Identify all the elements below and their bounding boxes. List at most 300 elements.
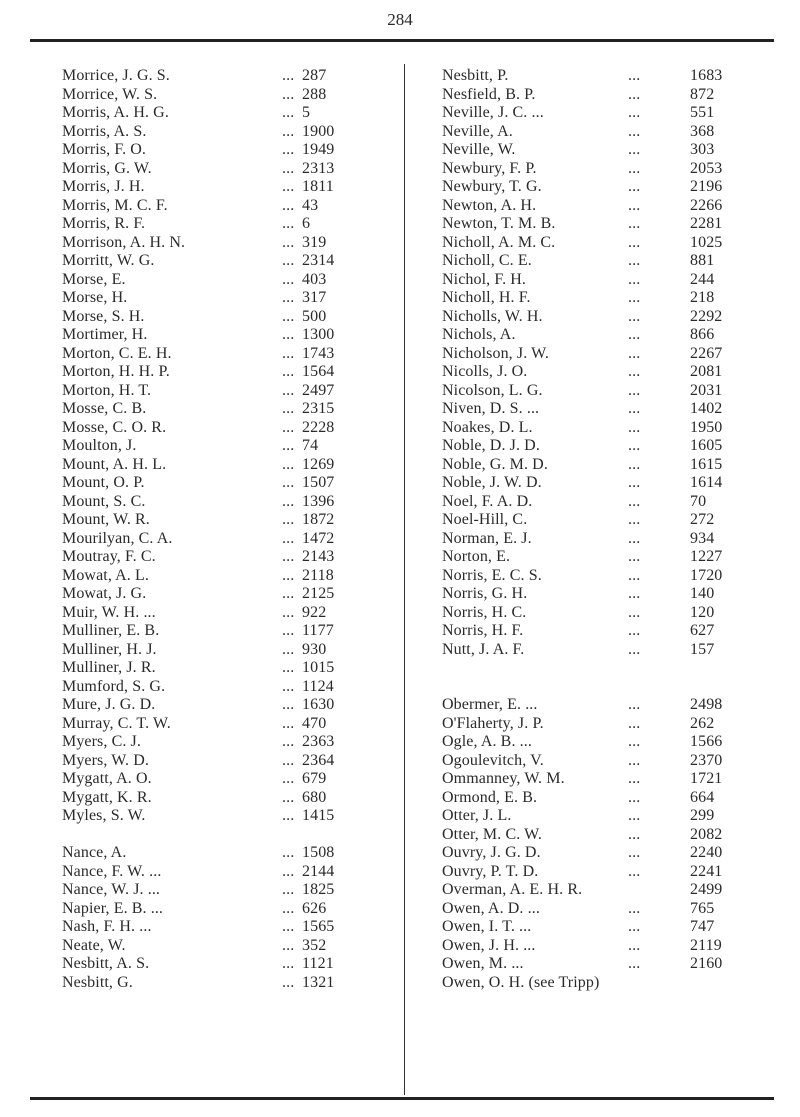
index-entry [62, 86, 392, 105]
entry-page-number: 1811 [302, 178, 334, 195]
entry-page-number: 1415 [302, 807, 335, 824]
entry-leader: ... [628, 807, 641, 824]
entry-page-number: 1720 [690, 566, 723, 584]
entry-page-number: 317 [302, 289, 327, 306]
entry-name: Mygatt, K. R. [62, 788, 152, 806]
index-entry [442, 789, 748, 808]
entry-leader: ... [628, 918, 641, 935]
index-entry [442, 474, 748, 493]
entry-page-number: 303 [690, 141, 715, 158]
entry-leader: ... [628, 548, 641, 565]
entry-name: Nichol, F. H. [442, 270, 527, 288]
entry-name: Mount, W. R. [62, 511, 150, 528]
entry-name: Nicolls, J. O. [442, 363, 528, 380]
index-entry [442, 382, 748, 401]
entry-page-number: 747 [690, 918, 715, 935]
entry-name: Owen, M. ... [442, 955, 524, 972]
entry-leader: ... [282, 437, 295, 454]
entry-page-number: 244 [690, 270, 715, 288]
entry-page-number: 218 [690, 289, 715, 306]
entry-page-number: 1825 [302, 881, 335, 898]
entry-page-number: 1950 [690, 418, 723, 436]
index-entry [62, 474, 392, 493]
entry-leader: ... [282, 270, 295, 288]
entry-name: Morse, S. H. [62, 307, 145, 325]
entry-name: Overman, A. E. H. R. [442, 881, 583, 898]
entry-page-number: 2267 [690, 344, 723, 362]
entry-page-number: 866 [690, 326, 715, 343]
entry-name: Noble, G. M. D. [442, 455, 548, 473]
entry-name: Owen, O. H. (see Tripp) [442, 973, 600, 991]
index-entry [442, 511, 748, 530]
entry-page-number: 1743 [302, 344, 335, 362]
index-entry [442, 252, 748, 271]
entry-page-number: 922 [302, 603, 327, 621]
entry-leader: ... [282, 714, 295, 732]
entry-leader: ... [282, 936, 295, 954]
column-divider [404, 64, 405, 1095]
entry-name: Nichols, A. [442, 326, 516, 343]
entry-name: Newton, T. M. B. [442, 215, 556, 232]
entry-leader: ... [628, 196, 641, 214]
entry-page-number: 319 [302, 233, 327, 251]
entry-leader: ... [628, 751, 641, 769]
entry-name: Myers, W. D. [62, 751, 149, 769]
entry-name: Morton, C. E. H. [62, 344, 172, 362]
index-entry [62, 234, 392, 253]
entry-page-number: 2241 [690, 862, 723, 880]
index-entry [62, 419, 392, 438]
entry-leader: ... [282, 696, 295, 713]
index-entry [62, 752, 392, 771]
entry-name: Neate, W. [62, 936, 126, 954]
entry-page-number: 272 [690, 511, 715, 528]
entry-name: Myles, S. W. [62, 807, 146, 824]
index-entry [62, 511, 392, 530]
entry-page-number: 299 [690, 807, 715, 824]
index-entry [442, 715, 748, 734]
entry-name: Mowat, A. L. [62, 566, 149, 584]
entry-name: Morris, A. H. G. [62, 104, 169, 121]
index-column-right [442, 67, 748, 992]
entry-page-number: 1721 [690, 770, 723, 787]
entry-leader: ... [628, 141, 641, 158]
entry-page-number: 2497 [302, 381, 335, 399]
entry-name: Noel-Hill, C. [442, 511, 528, 528]
entry-page-number: 1300 [302, 326, 335, 343]
index-entry [442, 530, 748, 549]
entry-name: Myers, C. J. [62, 733, 141, 750]
index-entry [442, 289, 748, 308]
entry-name: Morris, A. S. [62, 122, 147, 140]
entry-leader: ... [282, 529, 295, 547]
entry-page-number: 1605 [690, 437, 723, 454]
entry-page-number: 1564 [302, 363, 335, 380]
index-entry [442, 937, 748, 956]
entry-name: Morris, F. O. [62, 141, 147, 158]
entry-page-number: 43 [302, 196, 319, 214]
entry-leader: ... [628, 566, 641, 584]
entry-leader: ... [282, 252, 295, 269]
entry-name: Mumford, S. G. [62, 677, 166, 695]
entry-name: Nicholl, C. E. [442, 252, 532, 269]
index-entry [442, 197, 748, 216]
index-entry [62, 622, 392, 641]
entry-name: Mulliner, E. B. [62, 622, 160, 639]
index-entry [62, 141, 392, 160]
index-entry [442, 67, 748, 86]
entry-page-number: 664 [690, 788, 715, 806]
index-entry [62, 826, 392, 845]
entry-page-number: 2144 [302, 862, 335, 880]
entry-leader: ... [282, 511, 295, 528]
index-entry [442, 733, 748, 752]
entry-leader: ... [628, 640, 641, 658]
index-entry [62, 160, 392, 179]
entry-leader: ... [628, 622, 641, 639]
index-entry [62, 308, 392, 327]
entry-name: Murray, C. T. W. [62, 714, 171, 732]
entry-leader: ... [282, 67, 295, 84]
entry-name: Owen, A. D. ... [442, 899, 540, 917]
entry-name: Morrison, A. H. N. [62, 233, 186, 251]
entry-leader: ... [628, 788, 641, 806]
entry-leader: ... [628, 437, 641, 454]
entry-page-number: 157 [690, 640, 715, 658]
index-entry [442, 863, 748, 882]
index-entry [442, 419, 748, 438]
entry-page-number: 2281 [690, 215, 723, 232]
entry-leader: ... [282, 640, 295, 658]
entry-name: Morris, R. F. [62, 215, 146, 232]
entry-page-number: 2228 [302, 418, 335, 436]
entry-page-number: 1177 [302, 622, 334, 639]
entry-page-number: 2499 [690, 881, 723, 898]
entry-page-number: 626 [302, 899, 327, 917]
entry-leader: ... [628, 344, 641, 362]
entry-leader: ... [628, 122, 641, 140]
index-entry [62, 604, 392, 623]
entry-leader: ... [282, 659, 295, 676]
entry-leader: ... [282, 400, 295, 417]
index-entry [442, 826, 748, 845]
index-entry [442, 900, 748, 919]
entry-page-number: 1015 [302, 659, 335, 676]
index-entry [62, 863, 392, 882]
entry-leader: ... [628, 418, 641, 436]
entry-page-number: 2292 [690, 307, 723, 325]
entry-name: Neville, J. C. ... [442, 104, 544, 121]
entry-page-number: 2031 [690, 381, 723, 399]
index-entry [442, 641, 748, 660]
entry-leader: ... [628, 252, 641, 269]
entry-page-number: 2053 [690, 159, 723, 177]
index-entry [62, 696, 392, 715]
entry-page-number: 765 [690, 899, 715, 917]
entry-leader: ... [282, 492, 295, 510]
entry-name: Mulliner, J. R. [62, 659, 156, 676]
entry-name: Mygatt, A. O. [62, 770, 152, 787]
entry-page-number: 74 [302, 437, 319, 454]
index-entry [442, 844, 748, 863]
entry-name: Ogle, A. B. ... [442, 733, 532, 750]
entry-page-number: 1872 [302, 511, 335, 528]
entry-leader: ... [628, 215, 641, 232]
entry-page-number: 1683 [690, 67, 723, 84]
entry-leader: ... [282, 862, 295, 880]
entry-name: Otter, J. L. [442, 807, 512, 824]
index-entry [62, 807, 392, 826]
entry-leader: ... [628, 474, 641, 491]
entry-name: Nicholl, H. F. [442, 289, 531, 306]
entry-leader: ... [628, 733, 641, 750]
entry-page-number: 1121 [302, 955, 334, 972]
index-entry [62, 900, 392, 919]
entry-name: Nesfield, B. P. [442, 85, 536, 103]
entry-page-number: 2314 [302, 252, 335, 269]
entry-page-number: 1124 [302, 677, 334, 695]
entry-name: Nesbitt, P. [442, 67, 509, 84]
index-entry [62, 178, 392, 197]
index-entry [62, 326, 392, 345]
entry-leader: ... [282, 141, 295, 158]
entry-leader: ... [628, 455, 641, 473]
entry-name: Newbury, F. P. [442, 159, 537, 177]
index-entry [442, 400, 748, 419]
entry-page-number: 140 [690, 585, 715, 602]
index-entry [442, 567, 748, 586]
entry-name: Mowat, J. G. [62, 585, 147, 602]
entry-name: Ormond, E. B. [442, 788, 538, 806]
entry-page-number: 1630 [302, 696, 335, 713]
index-entry [62, 104, 392, 123]
entry-name: Morrice, J. G. S. [62, 67, 170, 84]
entry-page-number: 627 [690, 622, 715, 639]
entry-name: Morse, E. [62, 270, 126, 288]
entry-leader: ... [282, 770, 295, 787]
entry-leader: ... [282, 326, 295, 343]
entry-page-number: 2266 [690, 196, 723, 214]
entry-name: Noble, D. J. D. [442, 437, 540, 454]
entry-leader: ... [282, 196, 295, 214]
index-entry [62, 567, 392, 586]
index-entry [62, 215, 392, 234]
entry-leader: ... [282, 455, 295, 473]
entry-page-number: 2125 [302, 585, 335, 602]
index-entry [62, 437, 392, 456]
entry-name: Morris, J. H. [62, 178, 145, 195]
entry-name: Morritt, W. G. [62, 252, 155, 269]
index-entry [442, 622, 748, 641]
entry-name: Muir, W. H. ... [62, 603, 156, 621]
entry-leader: ... [282, 85, 295, 103]
entry-name: Norton, E. [442, 548, 511, 565]
entry-leader: ... [628, 326, 641, 343]
entry-name: Napier, E. B. ... [62, 899, 164, 917]
entry-name: Norris, H. F. [442, 622, 524, 639]
entry-name: Norris, E. C. S. [442, 566, 542, 584]
entry-leader: ... [282, 122, 295, 140]
entry-leader: ... [282, 548, 295, 565]
entry-leader: ... [282, 307, 295, 325]
entry-page-number: 1402 [690, 400, 723, 417]
entry-name: Niven, D. S. ... [442, 400, 540, 417]
entry-name: Mosse, C. O. R. [62, 418, 167, 436]
entry-page-number: 2160 [690, 955, 723, 972]
entry-name: Morse, H. [62, 289, 128, 306]
entry-name: Neville, W. [442, 141, 516, 158]
entry-name: Mulliner, H. J. [62, 640, 157, 658]
entry-page-number: 2119 [690, 936, 722, 954]
entry-leader: ... [628, 844, 641, 861]
entry-leader: ... [628, 862, 641, 880]
entry-page-number: 934 [690, 529, 715, 547]
index-entry [62, 733, 392, 752]
entry-page-number: 2118 [302, 566, 334, 584]
index-entry [62, 530, 392, 549]
entry-page-number: 679 [302, 770, 327, 787]
entry-name: Norris, G. H. [442, 585, 528, 602]
entry-page-number: 1507 [302, 474, 335, 491]
index-entry [62, 881, 392, 900]
entry-leader: ... [282, 899, 295, 917]
index-entry [62, 493, 392, 512]
entry-leader: ... [628, 233, 641, 251]
entry-page-number: 403 [302, 270, 327, 288]
entry-page-number: 2313 [302, 159, 335, 177]
entry-page-number: 470 [302, 714, 327, 732]
entry-name: Nash, F. H. ... [62, 918, 152, 935]
entry-page-number: 1614 [690, 474, 723, 491]
entry-page-number: 1025 [690, 233, 723, 251]
entry-page-number: 70 [690, 492, 707, 510]
entry-leader: ... [628, 770, 641, 787]
entry-leader: ... [282, 603, 295, 621]
entry-page-number: 2370 [690, 751, 723, 769]
index-entry [62, 918, 392, 937]
entry-leader: ... [282, 474, 295, 491]
entry-name: Owen, J. H. ... [442, 936, 536, 954]
entry-name: Obermer, E. ... [442, 696, 538, 713]
index-entry [442, 234, 748, 253]
index-entry [442, 974, 748, 993]
index-entry [442, 548, 748, 567]
page-number: 284 [387, 10, 413, 29]
entry-name: Nicolson, L. G. [442, 381, 543, 399]
entry-page-number: 2143 [302, 548, 335, 565]
index-entry [62, 955, 392, 974]
index-entry [442, 104, 748, 123]
entry-page-number: 1396 [302, 492, 335, 510]
entry-leader: ... [628, 696, 641, 713]
index-entry [442, 215, 748, 234]
entry-page-number: 930 [302, 640, 327, 658]
index-entry [62, 974, 392, 993]
entry-leader: ... [628, 159, 641, 177]
entry-leader: ... [282, 622, 295, 639]
index-entry [442, 770, 748, 789]
index-entry [62, 844, 392, 863]
entry-page-number: 120 [690, 603, 715, 621]
entry-name: Mount, A. H. L. [62, 455, 167, 473]
entry-page-number: 1321 [302, 973, 335, 991]
entry-leader: ... [282, 788, 295, 806]
index-entry [442, 678, 748, 697]
entry-leader: ... [628, 400, 641, 417]
index-entry [62, 456, 392, 475]
entry-name: Moutray, F. C. [62, 548, 156, 565]
entry-leader: ... [628, 899, 641, 917]
entry-page-number: 6 [302, 215, 311, 232]
entry-name: Mosse, C. B. [62, 400, 147, 417]
entry-leader: ... [628, 104, 641, 121]
index-entry [442, 881, 748, 900]
index-entry [442, 918, 748, 937]
index-entry [62, 289, 392, 308]
entry-name: Morris, M. C. F. [62, 196, 168, 214]
entry-leader: ... [282, 418, 295, 436]
index-entry [62, 548, 392, 567]
entry-name: Ouvry, P. T. D. [442, 862, 539, 880]
entry-page-number: 1269 [302, 455, 335, 473]
index-entry [62, 252, 392, 271]
index-entry [442, 659, 748, 678]
top-rule [30, 39, 774, 42]
index-entry [442, 326, 748, 345]
entry-page-number: 368 [690, 122, 715, 140]
entry-leader: ... [282, 844, 295, 861]
entry-name: Morris, G. W. [62, 159, 152, 177]
entry-leader: ... [282, 289, 295, 306]
entry-leader: ... [628, 955, 641, 972]
entry-name: Mourilyan, C. A. [62, 529, 173, 547]
entry-name: Noakes, D. L. [442, 418, 533, 436]
index-entry [62, 641, 392, 660]
entry-page-number: 1949 [302, 141, 335, 158]
entry-page-number: 2364 [302, 751, 335, 769]
index-entry [442, 437, 748, 456]
entry-page-number: 1615 [690, 455, 723, 473]
index-entry [62, 400, 392, 419]
index-entry [442, 493, 748, 512]
entry-name: Mure, J. G. D. [62, 696, 156, 713]
index-entry [62, 345, 392, 364]
entry-page-number: 872 [690, 85, 715, 103]
entry-page-number: 352 [302, 936, 327, 954]
entry-leader: ... [282, 344, 295, 362]
entry-name: Newbury, T. G. [442, 178, 542, 195]
entry-page-number: 287 [302, 67, 327, 84]
entry-page-number: 2240 [690, 844, 723, 861]
entry-leader: ... [628, 178, 641, 195]
entry-page-number: 2363 [302, 733, 335, 750]
index-entry [442, 160, 748, 179]
index-entry [442, 271, 748, 290]
index-entry [62, 715, 392, 734]
entry-leader: ... [282, 677, 295, 695]
entry-page-number: 2082 [690, 825, 723, 843]
entry-leader: ... [282, 215, 295, 232]
entry-page-number: 2196 [690, 178, 723, 195]
entry-page-number: 1565 [302, 918, 335, 935]
entry-leader: ... [282, 733, 295, 750]
index-entry [62, 382, 392, 401]
entry-leader: ... [628, 381, 641, 399]
entry-name: Newton, A. H. [442, 196, 537, 214]
entry-leader: ... [282, 918, 295, 935]
entry-page-number: 288 [302, 85, 327, 103]
entry-page-number: 1472 [302, 529, 335, 547]
